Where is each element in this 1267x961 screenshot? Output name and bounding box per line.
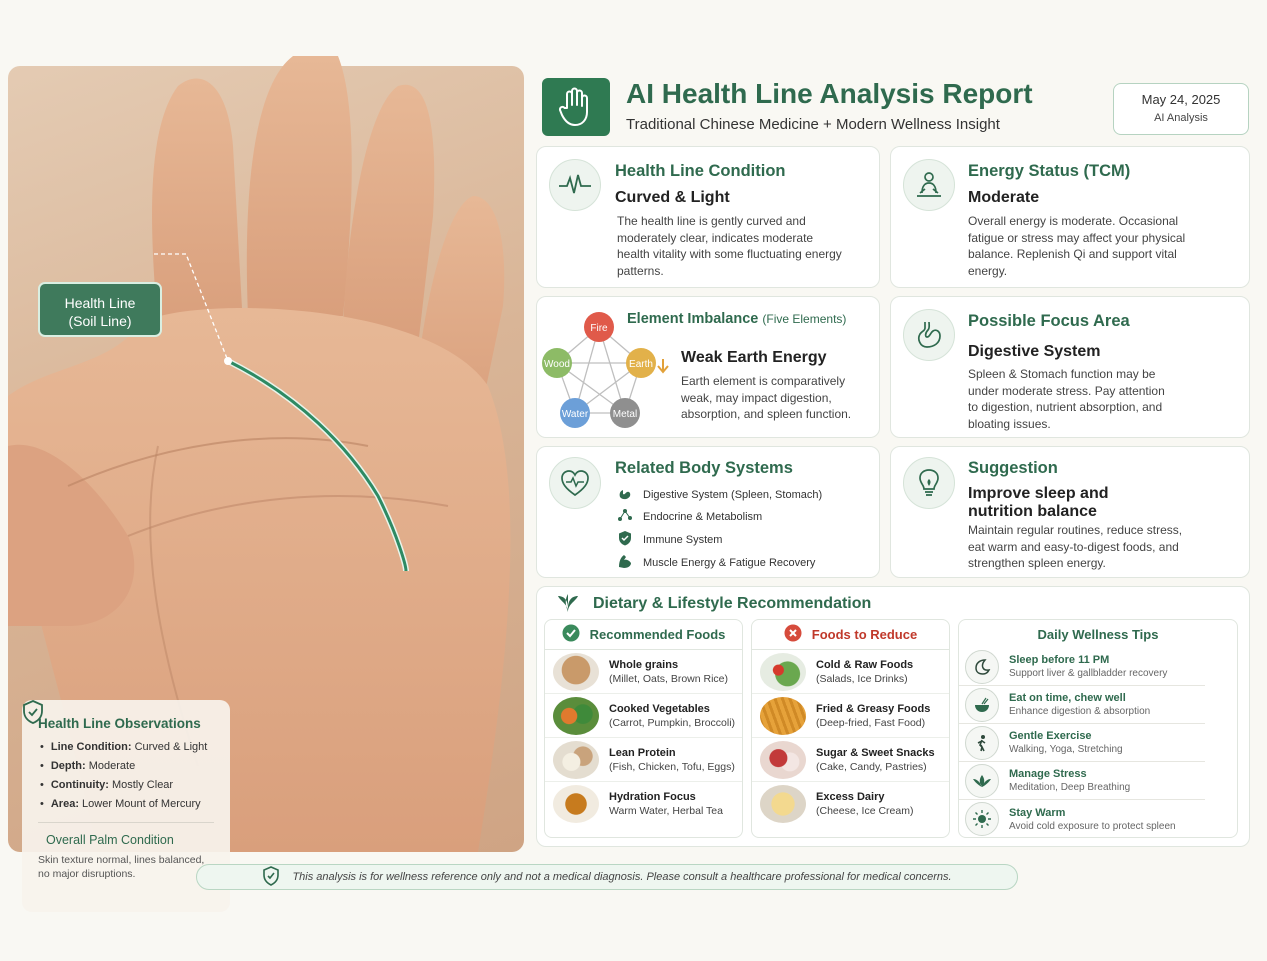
palm-photo [8, 66, 524, 880]
overall-condition-heading [38, 833, 214, 847]
element-water-label: Water [561, 409, 589, 420]
heart-pulse-icon [549, 457, 601, 509]
food-item-cold-raw: Cold & Raw Foods (Salads, Ice Drinks) [752, 650, 949, 694]
shield-check-icon [262, 866, 280, 889]
obs-row-depth: • Depth: Moderate [40, 760, 214, 772]
obs-row-condition: • Line Condition: Curved & Light [40, 741, 214, 753]
protein-plate-icon [553, 741, 599, 779]
walking-icon [965, 726, 999, 760]
molecule-icon [617, 507, 633, 526]
stomach-icon [617, 485, 633, 504]
bowl-icon [965, 688, 999, 722]
obs-row-area: • Area: Lower Mount of Mercury [40, 798, 214, 810]
health-line-condition-card [536, 146, 880, 288]
lotus-icon [965, 764, 999, 798]
moon-icon [965, 650, 999, 684]
food-item-whole-grains: Whole grains (Millet, Oats, Brown Rice) [545, 650, 742, 694]
date-badge [1113, 83, 1249, 135]
element-title: Element Imbalance (Five Elements) [627, 311, 847, 327]
food-item-fried: Fried & Greasy Foods (Deep-fried, Fast Food) [752, 694, 949, 738]
vegetables-icon [553, 697, 599, 735]
focus-area-card [890, 296, 1250, 438]
sun-icon [965, 802, 999, 836]
wellness-tips-column [958, 619, 1238, 838]
recommended-header: Recommended Foods [545, 620, 742, 650]
hand-logo-icon [542, 78, 610, 136]
focus-title: Possible Focus Area [968, 312, 1130, 330]
report-date: May 24, 2025 [1141, 92, 1221, 107]
disclaimer-text: This analysis is for wellness reference only and not a medical diagnosis. Please consult a healthcare professional for medical concerns. [292, 871, 952, 883]
tip-warm: Stay Warm Avoid cold exposure to protect spleen [959, 800, 1205, 838]
energy-desc: Overall energy is moderate. Occasional fatigue or stress may affect your physical balance. Replenish Qi and support vital energy. [968, 214, 1186, 278]
page-subtitle: Traditional Chinese Medicine + Modern Wellness Insight [626, 116, 1000, 133]
salad-icon [760, 653, 806, 691]
check-circle-icon [562, 624, 580, 645]
element-fire-label: Fire [590, 323, 608, 334]
overall-condition-text: Skin texture normal, lines balanced, no major disruptions. [38, 854, 205, 880]
dietary-title: Dietary & Lifestyle Recommendation [593, 595, 872, 612]
reduce-foods-column [751, 619, 950, 838]
tips-header: Daily Wellness Tips [1037, 626, 1159, 642]
x-circle-icon [784, 624, 802, 645]
tea-cup-icon [553, 785, 599, 823]
energy-value: Moderate [968, 189, 1040, 206]
stomach-icon [903, 309, 955, 361]
focus-desc: Spleen & Stomach function may be under moderate stress. Pay attention to digestion, nutrient absorption, and bloating issues. [968, 367, 1165, 431]
element-imbalance-card [536, 296, 880, 438]
condition-value: Curved & Light [615, 189, 730, 206]
callout-line-1: Health Line [64, 295, 136, 311]
muscle-arm-icon [617, 553, 633, 572]
leaf-icon [556, 592, 580, 619]
suggestion-title: Suggestion [968, 459, 1058, 477]
down-arrow-icon [658, 359, 668, 372]
reduce-header: Foods to Reduce [752, 620, 949, 650]
recommended-foods-column [544, 619, 743, 838]
condition-title: Health Line Condition [615, 162, 786, 180]
disclaimer-bar [196, 864, 1018, 890]
suggestion-value: Improve sleep and nutrition balance [968, 485, 1109, 520]
lightbulb-icon [903, 457, 955, 509]
system-item-digestive: Digestive System (Spleen, Stomach) [617, 485, 822, 504]
condition-desc: The health line is gently curved and moderately clear, indicates moderate health vitality with some fluctuating energy patterns. [617, 214, 842, 278]
energy-title: Energy Status (TCM) [968, 162, 1131, 180]
observations-title: Health Line Observations [38, 716, 201, 731]
element-wood-label: Wood [544, 359, 570, 370]
element-metal-label: Metal [612, 409, 638, 420]
health-line-start-dot [224, 357, 232, 365]
obs-row-continuity: • Continuity: Mostly Clear [40, 779, 214, 791]
food-item-sugar: Sugar & Sweet Snacks (Cake, Candy, Pastries) [752, 738, 949, 782]
food-item-lean-protein: Lean Protein (Fish, Chicken, Tofu, Eggs) [545, 738, 742, 782]
system-item-muscle: Muscle Energy & Fatigue Recovery [617, 553, 815, 572]
related-systems-card [536, 446, 880, 578]
element-earth-label: Earth [629, 359, 653, 370]
food-item-hydration: Hydration Focus Warm Water, Herbal Tea [545, 782, 742, 826]
tip-eat: Eat on time, chew well Enhance digestion & absorption [959, 686, 1205, 724]
callout-line-2: (Soil Line) [68, 313, 132, 329]
cake-icon [760, 741, 806, 779]
tip-sleep: Sleep before 11 PM Support liver & gallbladder recovery [959, 648, 1205, 686]
meditation-icon [903, 159, 955, 211]
fries-icon [760, 697, 806, 735]
shield-icon [617, 530, 633, 549]
tip-stress: Manage Stress Meditation, Deep Breathing [959, 762, 1205, 800]
food-item-dairy: Excess Dairy (Cheese, Ice Cream) [752, 782, 949, 826]
systems-title: Related Body Systems [615, 459, 793, 477]
focus-value: Digestive System [968, 343, 1101, 360]
suggestion-desc: Maintain regular routines, reduce stress, eat warm and easy-to-digest foods, and strengthen spleen energy. [968, 523, 1183, 570]
grains-bowl-icon [553, 653, 599, 691]
health-line-callout [38, 282, 162, 337]
dairy-bowl-icon [760, 785, 806, 823]
overall-condition-title: Overall Palm Condition [46, 833, 174, 847]
food-item-cooked-vegetables: Cooked Vegetables (Carrot, Pumpkin, Broccoli) [545, 694, 742, 738]
energy-status-card [890, 146, 1250, 288]
system-item-endocrine: Endocrine & Metabolism [617, 507, 762, 526]
ai-analysis-label: AI Analysis [1154, 112, 1208, 124]
system-item-immune: Immune System [617, 530, 722, 549]
tip-exercise: Gentle Exercise Walking, Yoga, Stretching [959, 724, 1205, 762]
pulse-icon [549, 159, 601, 211]
page-title: AI Health Line Analysis Report [626, 78, 1033, 109]
element-desc: Earth element is comparatively weak, may impact digestion, absorption, and spleen function. [681, 374, 852, 421]
suggestion-card [890, 446, 1250, 578]
element-value: Weak Earth Energy [681, 349, 827, 366]
